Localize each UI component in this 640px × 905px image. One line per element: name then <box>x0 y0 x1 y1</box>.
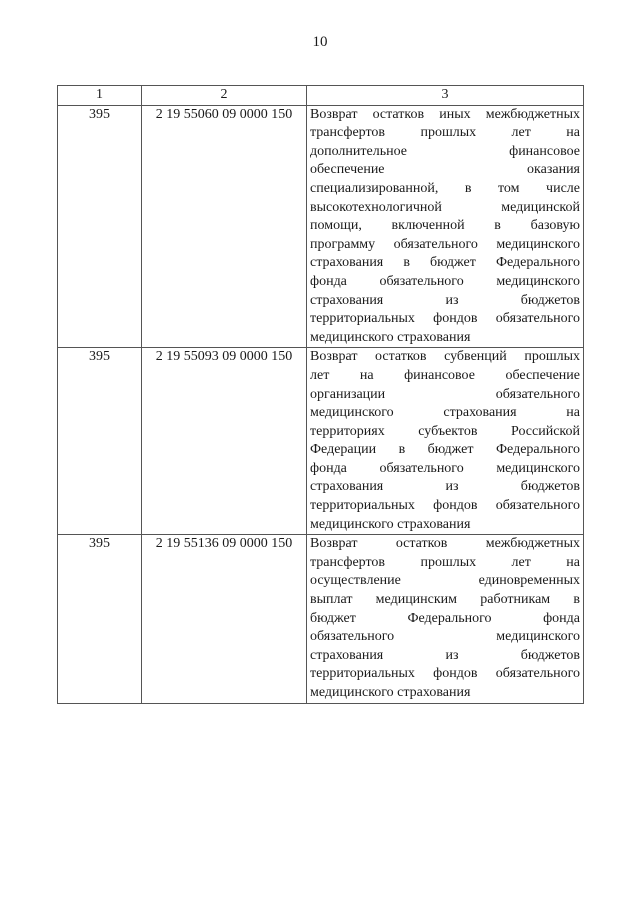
description-line: страхования в бюджет Федерального <box>310 255 580 271</box>
description-line: территориальных фондов обязательного <box>310 311 580 327</box>
description-line: медицинского страхования <box>310 516 471 532</box>
description-line: страхования из бюджетов <box>310 647 580 663</box>
description-line: специализированной, в том числе <box>310 180 580 196</box>
description-line: высокотехнологичной медицинской <box>310 199 580 215</box>
description-line: обеспечение оказания <box>310 162 580 178</box>
column-header-3: 3 <box>307 86 584 106</box>
description-line: осуществление единовременных <box>310 573 580 589</box>
description-line: Возврат остатков межбюджетных <box>310 536 580 552</box>
description-line: медицинского страхования <box>310 685 471 700</box>
column-header-2: 2 <box>142 86 307 106</box>
description-cell <box>307 105 584 348</box>
budget-classification-code-cell: 2 19 55136 09 0000 150 <box>142 535 307 703</box>
description-line: лет на финансовое обеспечение <box>310 367 580 383</box>
description-line: страхования из бюджетов <box>310 292 580 308</box>
budget-codes-table <box>57 85 584 704</box>
description-line: Федерации в бюджет Федерального <box>310 442 580 458</box>
page-number: 10 <box>312 34 328 50</box>
description-cell <box>307 348 584 535</box>
description-line: Возврат остатков иных межбюджетных <box>310 106 580 122</box>
description-line: медицинского страхования на <box>310 405 580 421</box>
description-line: медицинского страхования <box>310 329 471 345</box>
description-line: обязательного медицинского <box>310 629 580 645</box>
description-line: фонда обязательного медицинского <box>310 460 580 476</box>
description-line: бюджет Федерального фонда <box>310 610 580 626</box>
description-line: страхования из бюджетов <box>310 479 580 495</box>
description-line: трансфертов прошлых лет на <box>310 125 580 141</box>
description-line: территориальных фондов обязательного <box>310 666 580 682</box>
description-line: трансфертов прошлых лет на <box>310 554 580 570</box>
description-line: территориальных фондов обязательного <box>310 498 580 514</box>
budget-classification-code-cell: 2 19 55093 09 0000 150 <box>142 348 307 535</box>
description-line: фонда обязательного медицинского <box>310 273 580 289</box>
admin-code-cell: 395 <box>58 348 142 535</box>
admin-code-cell: 395 <box>58 105 142 348</box>
column-header-1: 1 <box>58 86 142 106</box>
budget-classification-code-cell: 2 19 55060 09 0000 150 <box>142 105 307 348</box>
description-cell <box>307 535 584 703</box>
table-header-row <box>58 86 584 106</box>
table-row <box>58 105 584 348</box>
description-line: программу обязательного медицинского <box>310 236 580 252</box>
description-line: дополнительное финансовое <box>310 143 580 159</box>
admin-code-cell: 395 <box>58 535 142 703</box>
description-line: выплат медицинским работникам в <box>310 592 580 608</box>
table-row <box>58 348 584 535</box>
description-line: Возврат остатков субвенций прошлых <box>310 349 580 365</box>
description-line: организации обязательного <box>310 386 580 402</box>
description-line: территориях субъектов Российской <box>310 423 580 439</box>
table-row <box>58 535 584 703</box>
description-line: помощи, включенной в базовую <box>310 218 580 234</box>
